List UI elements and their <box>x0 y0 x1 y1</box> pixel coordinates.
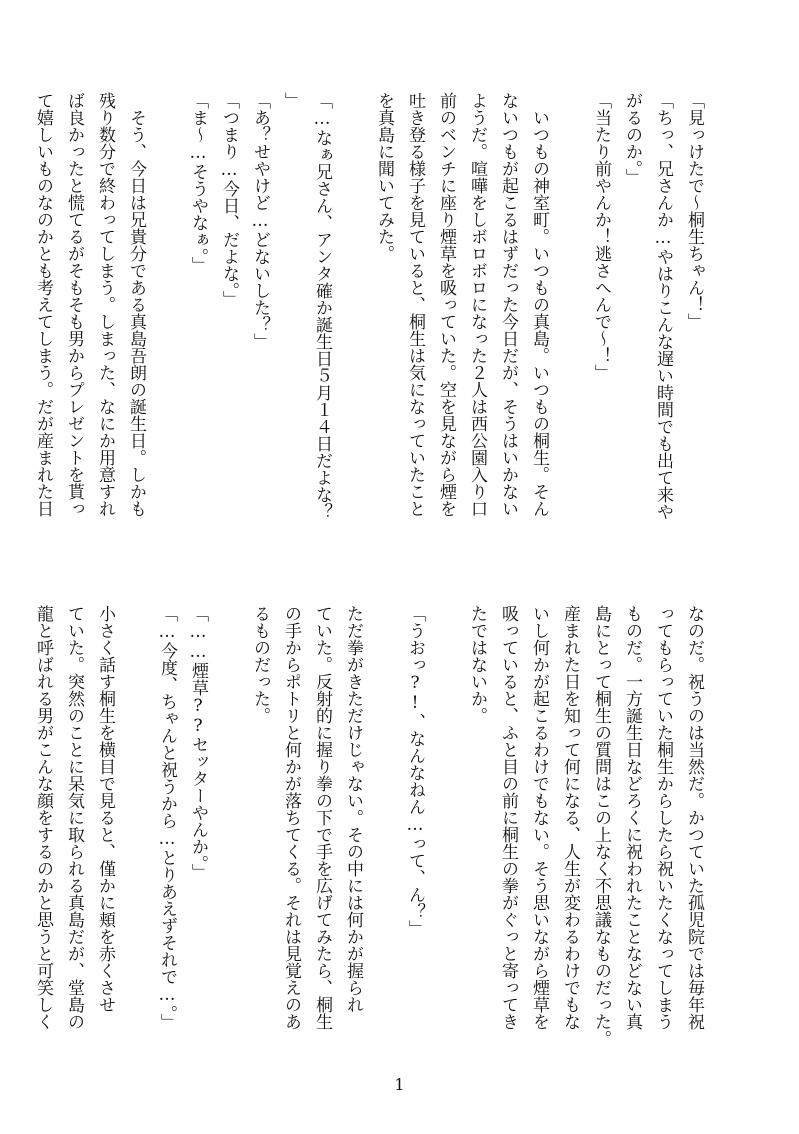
text-line: いし何かが起こるわけでもない。そう思いながら煙草を <box>529 605 549 1030</box>
text-line: 産まれた日を知って何になる、人生が変わるわけでもな <box>560 605 580 1030</box>
text-line: そう、今日は兄貴分である真島吾朗の誕生日。しかも <box>126 92 146 517</box>
text-line: ていた。反射的に握り拳の下で手を広げてみたら、桐生 <box>312 605 332 1030</box>
text-line: 龍と呼ばれる男がこんな顔をするのかと思うと可笑しく <box>33 605 53 1030</box>
blank-line <box>120 605 151 1075</box>
page-number: 1 <box>394 1075 405 1094</box>
text-line: たではないか。 <box>467 605 487 724</box>
text-line: ないつもが起こるはずだった今日だが、そうはいかない <box>498 92 518 517</box>
blank-line <box>430 605 461 1075</box>
text-line: 「当たり前やんか！逃さへんで〜！」 <box>591 92 611 381</box>
text-line: 「うおっ?!、なんなねん…って、ん？」 <box>405 605 425 937</box>
text-line: 吐き登る様子を見ていると、桐生は気になっていたこと <box>405 92 425 517</box>
blank-line <box>368 605 399 1075</box>
text-line: ただ拳がきただけじゃない。その中には何かが握られ <box>343 605 363 1013</box>
text-line: 「あ？せやけど…どないした？」 <box>250 92 270 350</box>
text-line: なのだ。祝うのは当然だ。かつていた孤児院では毎年祝 <box>684 605 704 1030</box>
text-line: 「……煙草??セッターやんか。」 <box>188 605 208 881</box>
text-line: ていた。突然のことに呆気に取られる真島だが、堂島の <box>64 605 84 1030</box>
text-line: ってもらっていた桐生からしたら祝いたくなってしまう <box>653 605 673 1030</box>
text-line: 島にとって桐生の質問はこの上なく不思議なものだった。 <box>591 605 611 1047</box>
text-line: を真島に聞いてみた。 <box>374 92 394 262</box>
blank-line <box>151 92 182 562</box>
text-line: 「ま〜…そうやなぁ。」 <box>188 92 208 274</box>
blank-line <box>213 605 244 1075</box>
text-line: がるのか。」 <box>622 92 642 186</box>
blank-line <box>337 92 368 562</box>
text-line: 「…なぁ兄さん、アンタ確か誕生日５月１４日だよな？ <box>312 92 332 520</box>
text-line: の手からポトリと何かが落ちてくる。それは見覚えのあ <box>281 605 301 1030</box>
text-line: ようだ。喧嘩をしボロボロになった２人は西公園入り口 <box>467 92 487 517</box>
text-line: 小さく話す桐生を横目で見ると、僅かに頬を赤くさせ <box>95 605 115 1013</box>
text-line: ば良かったと慌てるがそもそも男からプレゼントを貰っ <box>64 92 84 517</box>
text-line: 前のベンチに座り煙草を吸っていた。空を見ながら煙を <box>436 92 456 517</box>
text-line: 「見っけたで〜桐生ちゃん！」 <box>684 92 704 330</box>
text-line: 「ちっ、兄さんか…やはりこんな遅い時間でも出て来や <box>653 92 673 520</box>
text-line: 「…今度、ちゃんと祝うから…とりあえずそれで…。」 <box>157 605 177 1031</box>
text-line: 吸っていると、ふと目の前に桐生の拳がぐっと寄ってき <box>498 605 518 1030</box>
text-block-bottom <box>27 605 709 1075</box>
text-line: て嬉しいものなのかとも考えてしまう。だが産まれた日 <box>33 92 53 517</box>
blank-line <box>554 92 585 562</box>
text-line: 「つまり…今日、だよな。」 <box>219 92 239 308</box>
text-line: ものだ。一方誕生日などろくに祝われたことなどない真 <box>622 605 642 1030</box>
text-line: 残り数分で終わってしまう。しまった、なにか用意すれ <box>95 92 115 517</box>
text-block-top <box>27 92 709 562</box>
text-line: るものだった。 <box>250 605 270 724</box>
text-line: 」 <box>281 92 301 109</box>
text-line: いつもの神室町。いつもの真島。いつもの桐生。そん <box>529 92 549 517</box>
